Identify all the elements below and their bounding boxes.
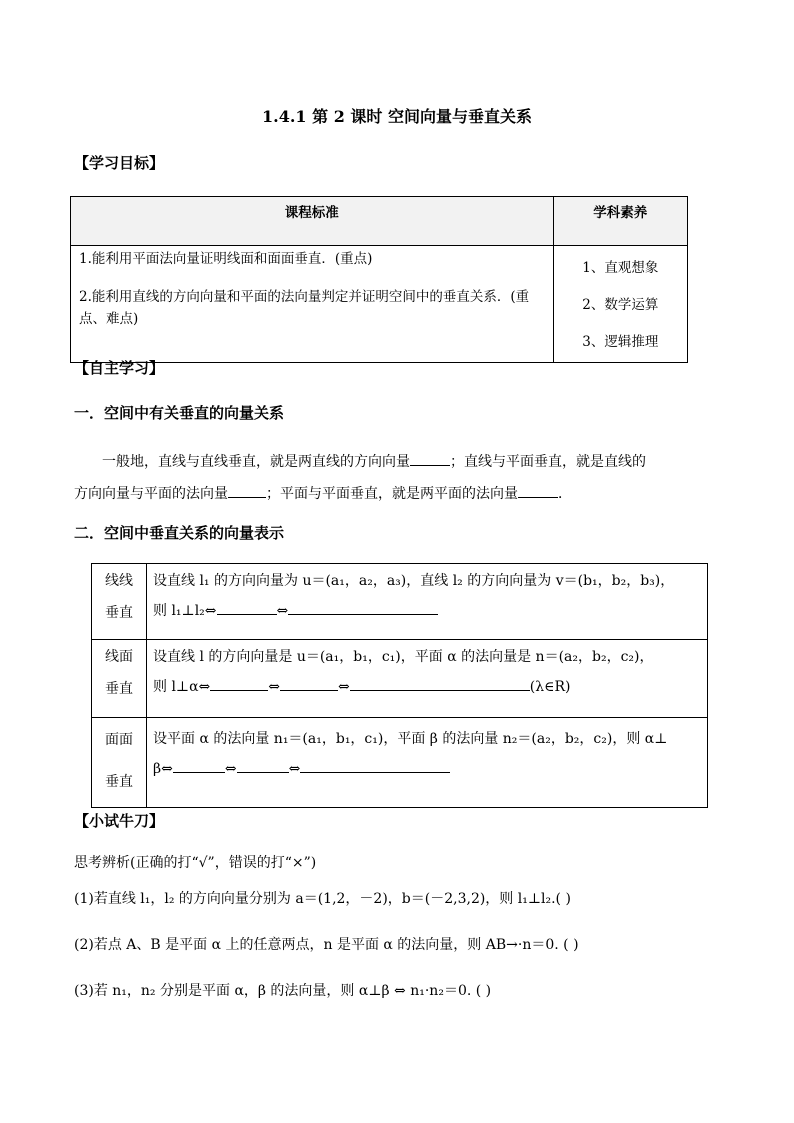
blank-lp-3[interactable] (350, 676, 530, 691)
blank-lp-1[interactable] (210, 676, 268, 691)
page-title: 1.4.1 第 2 课时 空间向量与垂直关系 (262, 107, 532, 126)
literacy-3: 3、逻辑推理 (582, 334, 659, 350)
row-label-line-plane (92, 640, 147, 718)
row-label-line-line (92, 564, 147, 640)
relation-row-line-plane (92, 640, 708, 718)
blank-pp-3[interactable] (300, 758, 450, 773)
row-label-plane-plane (92, 718, 147, 808)
row-content-line-line (147, 564, 708, 640)
line2-mid: ⇔ (224, 761, 237, 777)
objectives-right-cell (553, 246, 687, 363)
section-self-study: 【自主学习】 (74, 359, 165, 377)
relation-row-line-line (92, 564, 708, 640)
blank-ll-1[interactable] (217, 600, 277, 615)
blank-ll-2[interactable] (288, 600, 438, 615)
row-content-line-plane (147, 640, 708, 718)
literacy-1: 1、直观想象 (582, 260, 659, 276)
header-subject-literacy: 学科素养 (553, 197, 687, 246)
header-course-standard: 课程标准 (71, 197, 554, 246)
row-text-line2 (153, 596, 701, 626)
line2-suffix: (λ∈R) (529, 679, 571, 695)
question-1: (1)若直线 l₁，l₂ 的方向向量分别为 a＝(1,2，－2)，b＝(－2,3,2)，则 l₁⊥l₂.( ) (74, 891, 571, 907)
label-part-1: 线线 (105, 573, 133, 589)
part1-text-b: ；直线与平面垂直，就是直线的 (450, 454, 646, 470)
question-3: (3)若 n₁，n₂ 分别是平面 α，β 的法向量，则 α⊥β ⇔ n₁·n₂＝0. ( ) (74, 983, 492, 999)
line2-prefix: 则 l₁⊥l₂⇔ (153, 603, 217, 619)
objectives-left-cell (71, 246, 554, 363)
line2-mid: ⇔ (268, 679, 281, 695)
part1-text-e: ． (558, 486, 572, 502)
row-text-line2 (153, 754, 701, 784)
line2-mid2: ⇔ (288, 761, 301, 777)
row-text-line1: 设平面 α 的法向量 n₁＝(a₁，b₁，c₁)，平面 β 的法向量 n₂＝(a₂，b₂，c₂)，则 α⊥ (153, 731, 668, 747)
blank-lp-2[interactable] (280, 676, 338, 691)
label-part-1: 面面 (105, 732, 133, 748)
row-text-line2 (153, 672, 701, 702)
objectives-table (70, 196, 688, 363)
label-part-1: 线面 (105, 649, 133, 665)
blank-3[interactable] (518, 483, 558, 498)
blank-2[interactable] (228, 483, 266, 498)
part1-heading: 一．空间中有关垂直的向量关系 (74, 404, 285, 422)
line2-mid2: ⇔ (338, 679, 350, 695)
relations-table (91, 563, 708, 808)
blank-pp-2[interactable] (237, 758, 289, 773)
part1-text-c: 方向向量与平面的法向量 (74, 486, 228, 502)
line2-mid: ⇔ (276, 603, 289, 619)
part1-text-a: 一般地，直线与直线垂直，就是两直线的方向向量 (102, 454, 410, 470)
label-part-2: 垂直 (105, 774, 133, 790)
question-2: (2)若点 A、B 是平面 α 上的任意两点，n 是平面 α 的法向量，则 AB→·n＝0. ( ) (74, 937, 579, 953)
label-part-2: 垂直 (105, 681, 133, 697)
line2-prefix: β⇔ (153, 761, 173, 777)
part2-heading: 二．空间中垂直关系的向量表示 (74, 524, 285, 542)
objective-line-2: 2.能利用直线的方向向量和平面的法向量判定并证明空间中的垂直关系．(重点、难点) (79, 289, 530, 327)
section-objectives: 【学习目标】 (74, 154, 165, 172)
part1-text-d: ；平面与平面垂直，就是两平面的法向量 (266, 486, 518, 502)
part1-paragraph (74, 446, 724, 510)
blank-pp-1[interactable] (173, 758, 225, 773)
row-content-plane-plane (147, 718, 708, 808)
objective-line-1: 1.能利用平面法向量证明线面和面面垂直．(重点) (79, 251, 373, 267)
literacy-2: 2、数学运算 (582, 297, 659, 313)
row-text-line1: 设直线 l₁ 的方向向量为 u＝(a₁，a₂，a₃)，直线 l₂ 的方向向量为 v＝(b₁，b₂，b₃)， (153, 573, 675, 589)
label-part-2: 垂直 (105, 605, 133, 621)
relation-row-plane-plane (92, 718, 708, 808)
blank-1[interactable] (410, 451, 450, 466)
section-try: 【小试牛刀】 (74, 812, 165, 830)
row-text-line1: 设直线 l 的方向向量是 u＝(a₁，b₁，c₁)，平面 α 的法向量是 n＝(a₂，b₂，c₂)， (153, 649, 654, 665)
line2-prefix: 则 l⊥α⇔ (153, 679, 211, 695)
try-intro: 思考辨析(正确的打“√”，错误的打“×”) (74, 855, 317, 871)
